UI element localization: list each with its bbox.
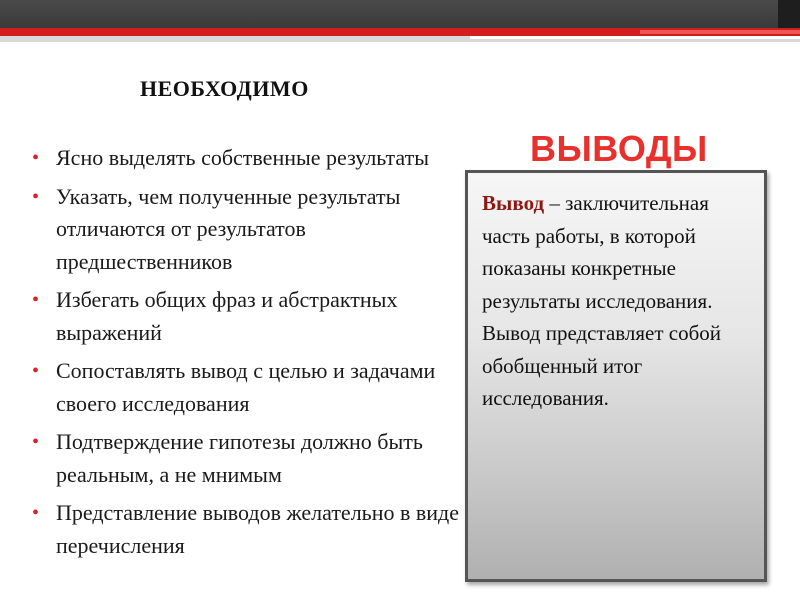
top-decor-bar [0, 0, 800, 28]
definition-text: заключительная часть работы, в которой показаны конкретные результаты исследования. [482, 191, 713, 313]
list-item [30, 497, 460, 562]
list-item-text: Ясно выделять собственные результаты [56, 145, 429, 170]
list-item-text: Избегать общих фраз и абстрактных выражений [56, 287, 398, 345]
definition-summary: Вывод представляет собой обобщенный итог исследования. [482, 321, 722, 410]
list-item [30, 284, 460, 349]
top-decor-white-stripe [470, 36, 800, 39]
bullet-dot-icon: • [32, 431, 40, 453]
top-decor-bar-edge [778, 0, 800, 30]
list-item-text: Представление выводов желательно в виде перечисления [56, 500, 459, 558]
left-heading: НЕОБХОДИМО [140, 76, 309, 101]
list-item [30, 426, 460, 491]
bullet-dot-icon: • [32, 147, 40, 169]
list-item-text: Сопоставлять вывод с целью и задачами своего исследования [56, 358, 436, 416]
list-item-text: Подтверждение гипотезы должно быть реальным, а не мнимым [56, 429, 423, 487]
definition-paragraph [482, 187, 748, 317]
bullet-dot-icon: • [32, 289, 40, 311]
definition-term: Вывод [482, 191, 545, 215]
bullet-dot-icon: • [32, 360, 40, 382]
list-item [30, 181, 460, 279]
bullet-dot-icon: • [32, 502, 40, 524]
list-item-text: Указать, чем полученные результаты отличаются от результатов предшественников [56, 183, 401, 274]
definition-box [465, 170, 767, 582]
top-decor-red-stripe [640, 30, 800, 34]
bullet-dot-icon: • [32, 185, 40, 208]
slide-title: ВЫВОДЫ [530, 128, 708, 169]
definition-dash: – [544, 191, 560, 215]
list-item [30, 355, 460, 420]
requirements-list [30, 142, 460, 568]
list-item [30, 142, 460, 175]
